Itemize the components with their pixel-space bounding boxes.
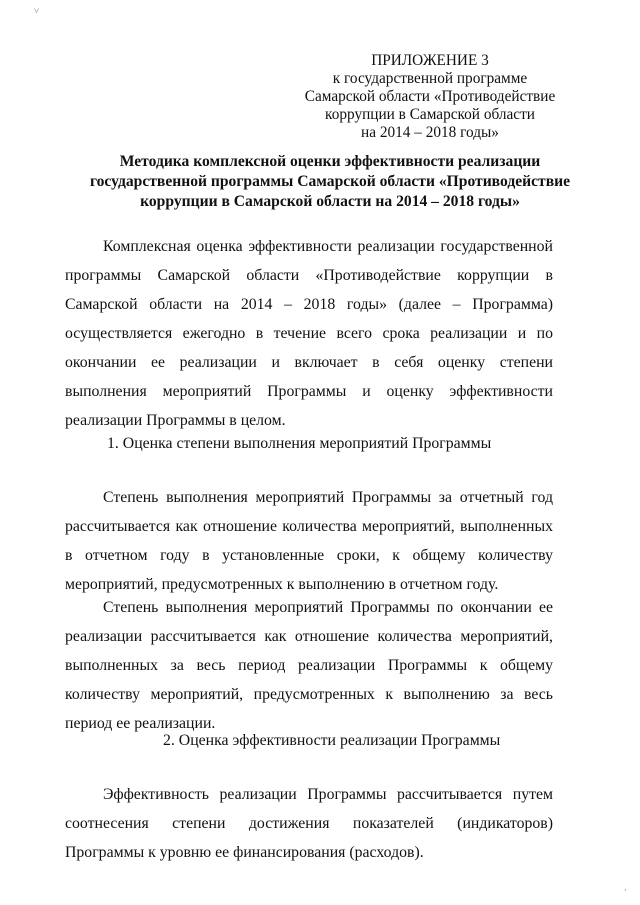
appendix-line: Самарской области «Противодействие bbox=[304, 88, 556, 105]
section-2-paragraph: Эффективность реализации Программы рассчитывается путем соотнесения степени достижения показателей (индикаторов) Программы к уровню ее финансирования (расходов). bbox=[65, 786, 553, 861]
scan-mark-bottom: · bbox=[624, 885, 627, 895]
section-1-heading: 1. Оценка степени выполнения мероприятий Программы bbox=[107, 435, 492, 452]
title-line: государственной программы Самарской области «Противодействие bbox=[89, 173, 571, 190]
title-line: коррупции в Самарской области на 2014 – 2018 годы» bbox=[140, 193, 520, 210]
intro-paragraph: Комплексная оценка эффективности реализации государственной программы Самарской области «Противодействие коррупции в Самарской области на 2014 – 2018 годы» (далее – Программа) осуществляется ежегодно в течение всего срока реализации и по окончании ее реализации и включает в себя оценку степени выполнения мероприятий Программы и оценку эффективности реализации Программы в целом. bbox=[65, 238, 553, 429]
section-1-paragraph: Степень выполнения мероприятий Программы по окончании ее реализации рассчитывается как отношение количества мероприятий, выполненных за весь период реализации Программы к общему количеству мероприятий, предусмотренных к выполнению за весь период ее реализации. bbox=[65, 599, 553, 732]
appendix-line: к государственной программе bbox=[332, 70, 528, 87]
appendix-line: на 2014 – 2018 годы» bbox=[361, 124, 499, 141]
section-2-heading: 2. Оценка эффективности реализации Программы bbox=[163, 732, 501, 749]
scan-mark-top: ˅ bbox=[34, 6, 40, 16]
document-title bbox=[60, 152, 600, 212]
title-line: Методика комплексной оценки эффективности реализации bbox=[119, 153, 541, 170]
appendix-block bbox=[280, 52, 580, 142]
section-1-paragraph: Степень выполнения мероприятий Программы за отчетный год рассчитывается как отношение количества мероприятий, выполненных в отчетном году в установленные сроки, к общему количеству мероприятий, предусмотренных к выполнению в отчетном году. bbox=[65, 489, 553, 593]
appendix-heading: ПРИЛОЖЕНИЕ 3 bbox=[371, 52, 489, 69]
appendix-line: коррупции в Самарской области bbox=[325, 106, 535, 123]
